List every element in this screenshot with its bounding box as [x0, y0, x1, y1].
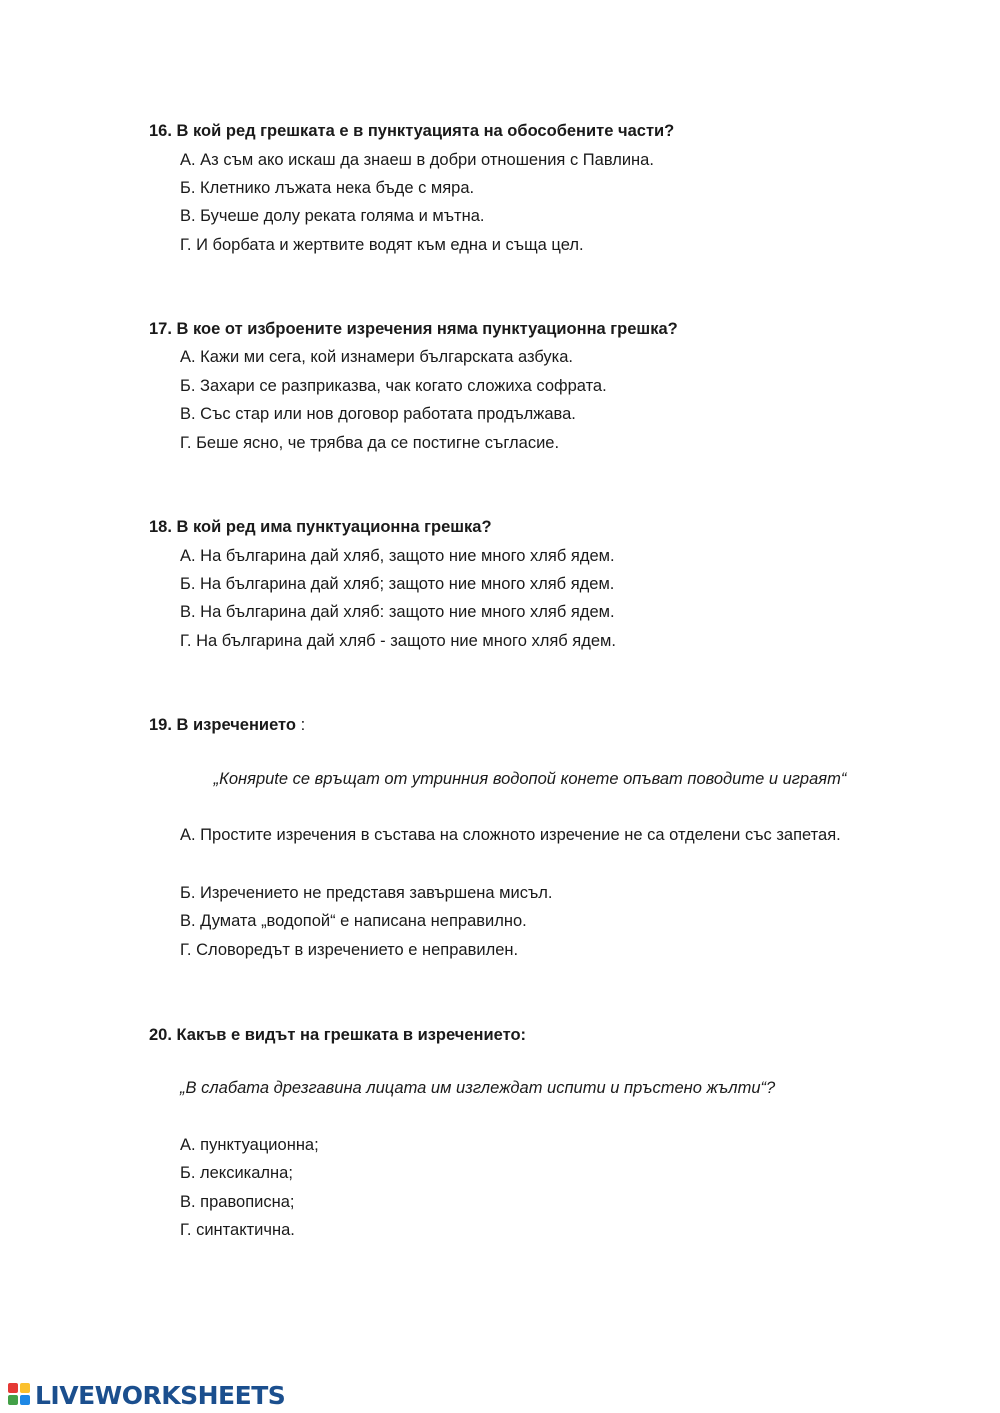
- question-18-option-c[interactable]: В. На българина дай хляб: защото ние много хляб ядем.: [180, 603, 615, 621]
- question-19-title: [149, 714, 305, 736]
- question-19-option-a[interactable]: А. Простите изречения в състава на сложното изречение не са отделени със запетая.: [180, 826, 841, 844]
- question-20-option-c[interactable]: В. правописна;: [180, 1193, 295, 1211]
- liveworksheets-logo[interactable]: [8, 1380, 285, 1410]
- question-20-quote: „В слабата дрезгавина лицата им изглеждат испити и пръстено жълти“?: [180, 1079, 776, 1097]
- question-17-option-a[interactable]: А. Кажи ми сега, кой изнамери българската азбука.: [180, 348, 574, 366]
- question-16-option-a[interactable]: А. Аз съм ако искаш да знаеш в добри отношения с Павлина.: [180, 151, 654, 169]
- question-19-quote: „Коняриte се връщат от утринния водопой конете опъват поводите и играят“: [213, 770, 847, 788]
- question-18-option-d[interactable]: Г. На българина дай хляб - защото ние много хляб ядем.: [180, 632, 616, 650]
- question-19-option-d[interactable]: Г. Словоредът в изречението е неправилен.: [180, 941, 519, 959]
- question-16-option-b[interactable]: Б. Клетнико лъжата нека бъде с мяра.: [180, 179, 475, 197]
- question-17-title: 17. В кое от изброените изречения няма пунктуационна грешка?: [149, 320, 678, 338]
- question-18-option-a[interactable]: А. На българина дай хляб, защото ние много хляб ядем.: [180, 547, 615, 565]
- question-20-option-b[interactable]: Б. лексикална;: [180, 1164, 293, 1182]
- question-18-option-b[interactable]: Б. На българина дай хляб; защото ние много хляб ядем.: [180, 575, 615, 593]
- question-20-title: 20. Какъв е видът на грешката в изречението:: [149, 1026, 527, 1044]
- question-17-option-d[interactable]: Г. Беше ясно, че трябва да се постигне съгласие.: [180, 434, 560, 452]
- question-20-option-a[interactable]: А. пунктуационна;: [180, 1136, 319, 1154]
- question-16-option-d[interactable]: Г. И борбата и жертвите водят към една и съща цел.: [180, 236, 584, 254]
- brand-name: LIVEWORKSHEETS: [35, 1380, 286, 1410]
- question-16-option-c[interactable]: В. Бучеше долу реката голяма и мътна.: [180, 207, 485, 225]
- question-16-title: 16. В кой ред грешката е в пунктуацията на обособените части?: [149, 122, 675, 140]
- question-19-title-suffix: :: [295, 716, 306, 734]
- question-19-option-b[interactable]: Б. Изречението не представя завършена мисъл.: [180, 884, 553, 902]
- question-20-option-d[interactable]: Г. синтактична.: [180, 1221, 295, 1239]
- question-18-title: 18. В кой ред има пунктуационна грешка?: [149, 518, 492, 536]
- question-17-option-b[interactable]: Б. Захари се разприказва, чак когато сложиха софрата.: [180, 377, 607, 395]
- question-17-option-c[interactable]: В. Със стар или нов договор работата продължава.: [180, 405, 576, 423]
- question-19-title-text: 19. В изречението: [149, 716, 296, 734]
- logo-blocks-icon: [8, 1383, 32, 1407]
- question-19-option-c[interactable]: В. Думата „водопой“ е написана неправилно.: [180, 912, 527, 930]
